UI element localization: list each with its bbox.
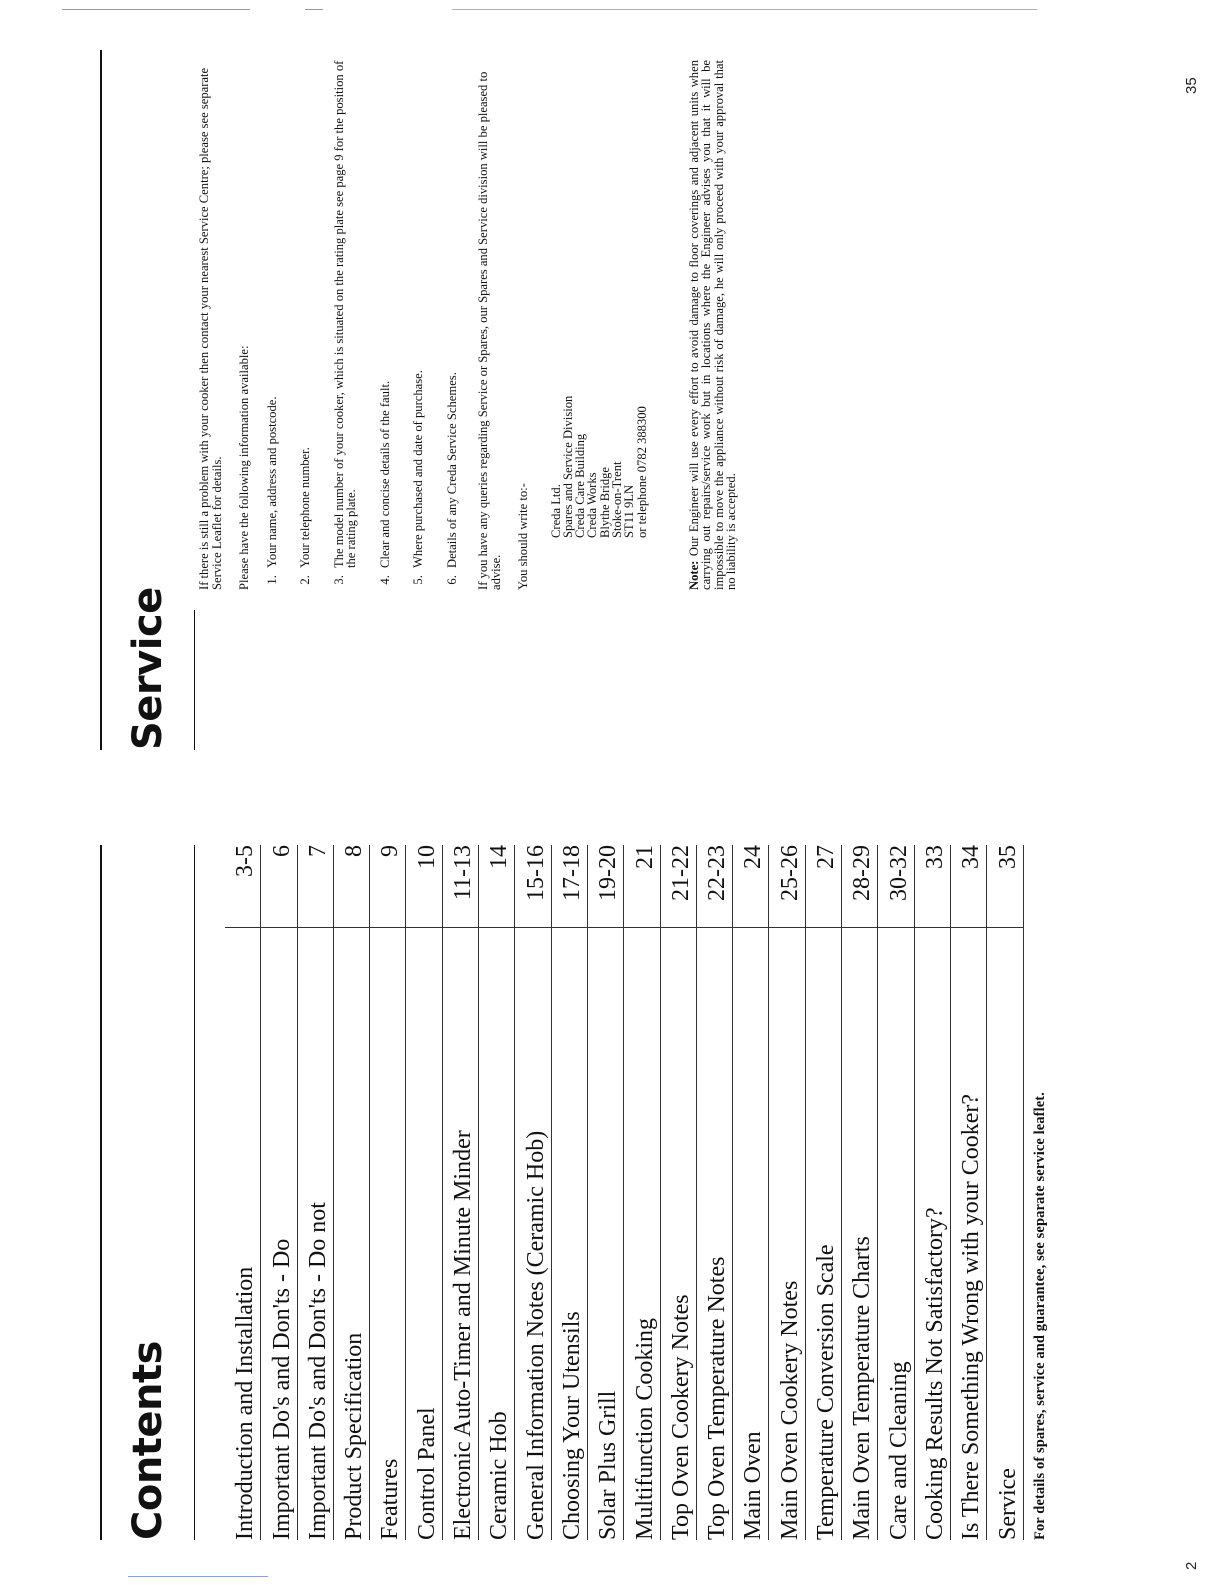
contents-item-label: Main Oven <box>740 1431 767 1540</box>
contents-item-page: 27 <box>806 845 841 928</box>
contents-item-page: 15-16 <box>515 845 550 928</box>
service-info-item: 5. Where purchased and date of purchase. <box>412 60 425 572</box>
contents-item-page: 7 <box>298 845 333 928</box>
contents-row <box>588 845 624 1540</box>
contents-item-label: Important Do's and Don'ts - Do not <box>304 1202 331 1540</box>
contents-row <box>261 845 297 1540</box>
service-info-item: 2. Your telephone number. <box>299 60 312 572</box>
contents-item-label: Product Specification <box>341 1332 368 1540</box>
service-write-lead: You should write to:- <box>516 483 530 590</box>
service-info-item: 4. Clear and concise details of the fault. <box>379 60 392 572</box>
contents-title-rule <box>194 845 195 1540</box>
address-line: or telephone 0782 388300 <box>634 406 649 538</box>
contents-item-label: Electronic Auto-Timer and Minute Minder <box>450 1130 477 1540</box>
address-line: Blythe Bridge <box>597 466 612 538</box>
contents-item-label: Main Oven Temperature Charts <box>849 1236 876 1540</box>
page-number-left: 2 <box>1183 1561 1200 1570</box>
address-line: Spares and Service Division <box>560 395 575 538</box>
address-line: Creda Works <box>585 472 600 538</box>
contents-item-page: 30-32 <box>878 845 913 928</box>
contents-item-page: 35 <box>987 845 1022 928</box>
contents-row <box>733 845 769 1540</box>
contents-item-label: Care and Cleaning <box>885 1361 912 1540</box>
contents-item-page: 8 <box>334 845 369 928</box>
contents-item-page: 24 <box>733 845 768 928</box>
contents-section <box>100 845 1049 1540</box>
contents-row <box>479 845 515 1540</box>
service-note-label: Note: <box>686 560 701 590</box>
contents-item-label: Service <box>994 1468 1021 1540</box>
contents-row <box>769 845 805 1540</box>
contents-row <box>406 845 442 1540</box>
service-info-item: 1. Your name, address and postcode. <box>266 60 279 572</box>
service-section <box>100 50 739 750</box>
contents-item-page: 28-29 <box>842 845 877 928</box>
service-info-list <box>266 60 459 590</box>
service-info-lead: Please have the following information available: <box>237 345 251 590</box>
contents-row <box>624 845 660 1540</box>
contents-item-page: 3-5 <box>225 845 260 928</box>
contents-item-label: Important Do's and Don'ts - Do <box>268 1238 295 1540</box>
service-intro: If there is still a problem with your cooker then contact your nearest Service Centre; please see separate Service Leaflet for details. <box>197 67 224 590</box>
service-info-item: 3. The model number of your cooker, which is situated on the rating plate see page 9 for the position of the rating plate. <box>333 60 358 572</box>
contents-row <box>552 845 588 1540</box>
contents-item-label: Introduction and Installation <box>232 1266 259 1540</box>
contents-item-label: General Information Notes (Ceramic Hob) <box>522 1130 549 1540</box>
contents-row <box>298 845 334 1540</box>
contents-item-page: 10 <box>406 845 441 928</box>
contents-item-page: 19-20 <box>588 845 623 928</box>
contents-item-page: 33 <box>915 845 950 928</box>
contents-item-page: 6 <box>261 845 296 928</box>
contents-item-page: 22-23 <box>697 845 732 928</box>
contents-row <box>334 845 370 1540</box>
address-line: Creda Care Building <box>573 433 588 538</box>
contents-item-label: Solar Plus Grill <box>595 1390 622 1540</box>
contents-item-page: 14 <box>479 845 514 928</box>
contents-row <box>661 845 697 1540</box>
contents-row <box>515 845 551 1540</box>
contents-title: Contents <box>125 1341 171 1540</box>
service-address <box>550 60 648 538</box>
contents-row <box>842 845 878 1540</box>
contents-row <box>370 845 406 1540</box>
address-line: Stoke-on-Trent <box>609 461 624 538</box>
contents-item-page: 34 <box>951 845 986 928</box>
service-info-item: 6. Details of any Creda Service Schemes. <box>446 60 459 572</box>
service-note-text: Our Engineer will use every effort to avoid damage to floor coverings and adjacent units when carrying out repairs/service work but in locations where the Engineer advises you that it will be impossible to move the appliance without risk of damage, he will only proceed with your approval that no liability is accepted. <box>686 60 739 590</box>
contents-item-page: 17-18 <box>552 845 587 928</box>
contents-item-label: Temperature Conversion Scale <box>813 1244 840 1540</box>
contents-item-page: 25-26 <box>769 845 804 928</box>
contents-item-label: Ceramic Hob <box>486 1411 513 1540</box>
service-note <box>688 60 738 590</box>
contents-row <box>806 845 842 1540</box>
contents-item-page: 11-13 <box>443 845 478 928</box>
contents-item-label: Control Panel <box>413 1407 440 1540</box>
contents-item-label: Is There Something Wrong with your Cooker? <box>958 1093 985 1540</box>
contents-row <box>443 845 479 1540</box>
contents-item-page: 21-22 <box>661 845 696 928</box>
contents-item-label: Features <box>377 1458 404 1540</box>
contents-item-label: Multifunction Cooking <box>631 1318 658 1540</box>
service-title-rule <box>194 610 195 750</box>
contents-item-label: Top Oven Temperature Notes <box>704 1256 731 1540</box>
page-number-right: 35 <box>1183 77 1200 94</box>
service-queries: If you have any queries regarding Service or Spares, our Spares and Service division will be pleased to advise. <box>476 71 503 590</box>
contents-footnote: For details of spares, service and guarantee, see separate service leaflet. <box>1031 1092 1048 1540</box>
contents-item-label: Cooking Results Not Satisfactory? <box>921 1207 948 1540</box>
contents-item-page: 21 <box>624 845 659 928</box>
service-title: Service <box>125 587 171 750</box>
contents-row <box>225 845 261 1540</box>
contents-row <box>915 845 951 1540</box>
contents-item-page: 9 <box>370 845 405 928</box>
contents-row <box>987 845 1023 1540</box>
contents-item-label: Top Oven Cookery Notes <box>667 1294 694 1540</box>
contents-item-label: Main Oven Cookery Notes <box>776 1280 803 1540</box>
contents-row <box>878 845 914 1540</box>
contents-row <box>697 845 733 1540</box>
contents-row <box>951 845 987 1540</box>
address-line: Creda Ltd. <box>548 484 563 538</box>
service-body <box>198 60 753 590</box>
contents-item-label: Choosing Your Utensils <box>558 1311 585 1540</box>
address-line: ST11 9LN <box>622 484 637 538</box>
contents-list <box>225 845 1024 1540</box>
